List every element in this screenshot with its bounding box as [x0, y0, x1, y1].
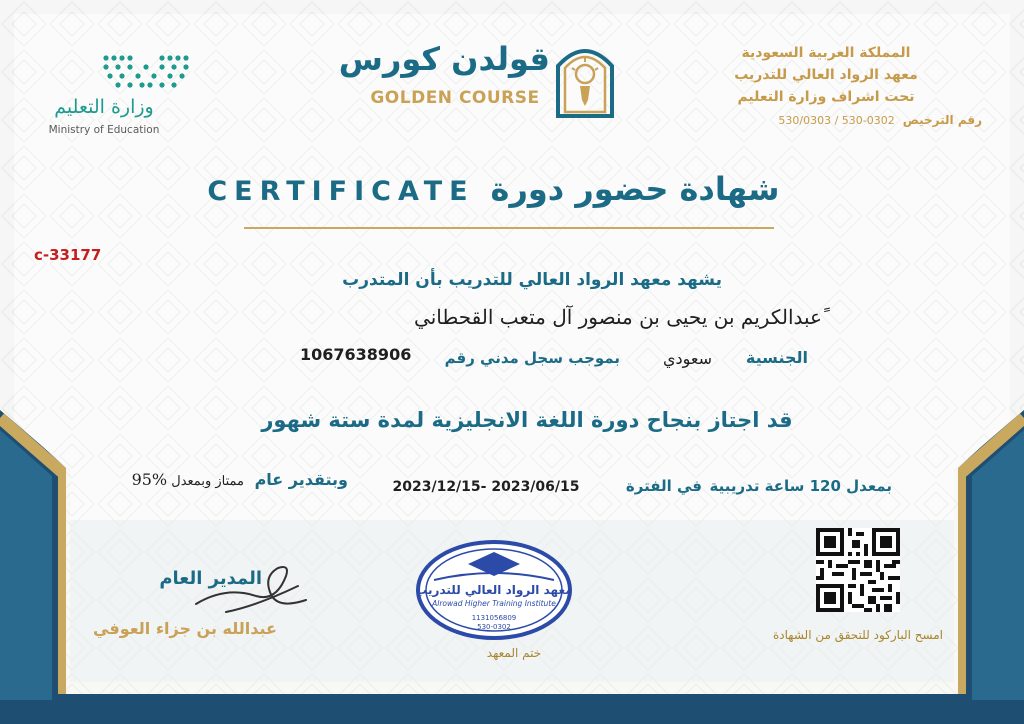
- nationality-label: الجنسية: [745, 348, 808, 367]
- grade-percent: 95%: [131, 470, 168, 489]
- kingdom-name: المملكة العربية السعودية: [741, 45, 911, 61]
- director-title: المدير العام: [159, 568, 262, 589]
- seal-name-arabic: معهد الرواد العالي للتدريب: [415, 583, 573, 597]
- training-hours: بمعدل 120 ساعة تدريبية: [709, 477, 892, 495]
- seal-caption: ختم المعهد: [486, 646, 542, 660]
- director-name: عبدالله بن جزاء العوفي: [93, 619, 277, 638]
- certificate-title-arabic: شهادة حضور دورة: [490, 170, 780, 208]
- supervision-note: تحت اشراف وزارة التعليم: [737, 89, 915, 105]
- course-passed-text: قد اجتاز بنجاح دورة اللغة الانجليزية لمدة ستة شهور: [261, 408, 793, 432]
- qr-caption: امسح الباركود للتحقق من الشهادة: [773, 628, 943, 642]
- license-label: رقم الترخيص: [902, 113, 982, 127]
- ministry-name-english: Ministry of Education: [48, 124, 160, 136]
- seal-name-english: Alrowad Higher Training Institute: [432, 599, 556, 608]
- trainee-name: ًعبدالكريم بن يحيى بن منصور آل متعب القحطاني: [414, 305, 822, 329]
- institute-header: [696, 42, 956, 108]
- golden-course-emblem-icon: [554, 36, 616, 118]
- certificate-number: c-33177: [34, 246, 102, 264]
- brand-name-arabic: قولدن كورس: [338, 40, 550, 78]
- brand-name-english: GOLDEN COURSE: [370, 88, 540, 108]
- course-dates: 2023/12/15- 2023/06/15: [392, 479, 580, 495]
- id-label: بموجب سجل مدني رقم: [444, 349, 620, 367]
- seal-number-1: 1131056809: [471, 614, 517, 622]
- grade-label: وبتقدير عام: [254, 470, 348, 489]
- nationality-value: سعودي: [662, 349, 712, 368]
- verification-qr-code[interactable]: [816, 528, 900, 612]
- grade-text: ممتاز وبمعدل: [171, 474, 244, 489]
- license-number: 530/0303 / 530-0302: [778, 114, 895, 127]
- attestation-text: يشهد معهد الرواد العالي للتدريب بأن المتدرب: [342, 270, 722, 290]
- period-label: في الفترة: [625, 477, 702, 495]
- ministry-dots-logo: [98, 52, 194, 92]
- seal-number-2: 530-0302: [477, 623, 511, 631]
- grade-value: [84, 470, 244, 489]
- institute-name: معهد الرواد العالي للتدريب: [734, 67, 918, 83]
- license-row: [682, 113, 982, 127]
- title-divider: [244, 227, 774, 229]
- id-number: 1067638906: [300, 345, 412, 364]
- ministry-name-arabic: وزارة التعليم: [54, 96, 154, 118]
- institute-seal: [414, 538, 574, 642]
- certificate-title-english: CERTIFICATE: [207, 176, 475, 207]
